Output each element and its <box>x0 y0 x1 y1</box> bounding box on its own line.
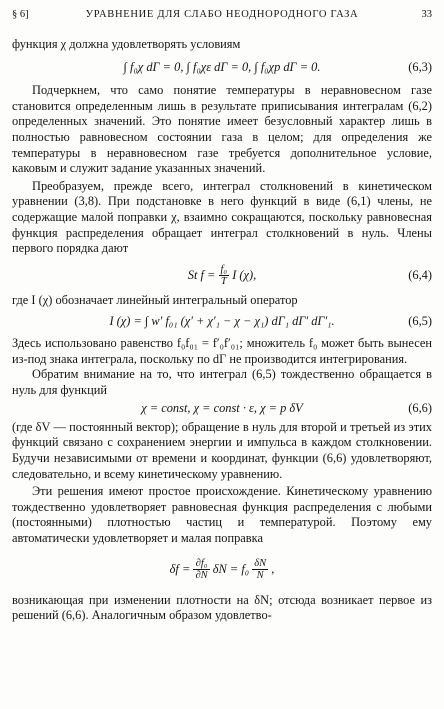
fraction <box>193 558 209 581</box>
paragraph: Подчеркнем, что само понятие температуры в неравновесном газе становится определенным лишь в результате приписывания интегралам (6,2) определенных значений. Это понятие имеет безусловный характер лишь в полностью равновесном состоянии газа в целом; для определения же температуры в неравновесном газе требуется дополнительное условие, каковым и служит задание указанных значений. <box>12 83 432 176</box>
denominator: T <box>220 276 227 288</box>
running-title: УРАВНЕНИЕ ДЛЯ СЛАБО НЕОДНОРОДНОГО ГАЗА <box>85 9 359 20</box>
equation-number: (6,6) <box>408 401 432 416</box>
equation-end: , <box>271 561 275 576</box>
equation-number: (6,4) <box>408 267 432 282</box>
equation-delta-f <box>12 555 432 583</box>
equation-middle: δN = f₀ <box>212 561 250 576</box>
paragraph: (где δV — постоянный вектор); обращение в нуль для второй и третьей из этих функций связано с сохранением энергии и импульса в каждом столкновении. Будучи независимыми от времени и координат, функции (6,6) удовлетворяют, следовательно, и всему кинетическому уравнению. <box>12 419 432 481</box>
page-body <box>12 37 432 624</box>
paragraph: Преобразуем, прежде всего, интеграл столкновений в кинетическом уравнении (3,8). При подстановке в него функций в виде (6,1) члены, не содержащие малой поправки χ, взаимно сокращаются, поскольку равновесная функция распределения обращает интеграл столкновений в нуль. Члены первого порядка дают <box>12 178 432 256</box>
equation-rhs: I (χ), <box>232 267 257 282</box>
equation-number: (6,5) <box>408 314 432 329</box>
denominator: N <box>256 570 264 582</box>
numerator: f₀ <box>220 264 228 276</box>
numerator: ∂f₀ <box>193 558 209 570</box>
equation-formula: χ = const, χ = const · ε, χ = p δV <box>141 401 303 416</box>
page-number: 33 <box>421 9 432 20</box>
equation-lhs: St f = <box>187 267 216 282</box>
paragraph: Здесь использовано равенство f₀f₀₁ = f′₀f′₀₁; множитель f₀ может быть вынесен из-под знака интеграла, поскольку по dΓ не производится интегрирования. <box>12 335 432 366</box>
numerator: δN <box>254 558 267 570</box>
equation-formula: ∫ f₀χ dΓ = 0, ∫ f₀χε dΓ = 0, ∫ f₀χp dΓ = 0. <box>123 59 321 74</box>
fraction <box>252 558 268 581</box>
running-header <box>12 9 432 25</box>
equation-number: (6,3) <box>408 59 432 74</box>
section-marker: § 6] <box>12 9 29 20</box>
paragraph: Эти решения имеют простое происхождение. Кинетическому уравнению тождественно удовлетворяет равновесная функция распределения с любыми (постоянными) плотностью частиц и температурой. Поэтому ему автоматически удовлетворяет и малая поправка <box>12 484 432 546</box>
equation-formula: I (χ) = ∫ w′ f₀₁ (χ′ + χ′₁ − χ − χ₁) dΓ₁ dΓ′ dΓ′₁. <box>109 314 335 329</box>
paragraph: Обратим внимание на то, что интеграл (6,5) тождественно обращается в нуль для функций <box>12 367 432 397</box>
paragraph: возникающая при изменении плотности на δN; отсюда возникает первое из решений (6,6). Аналогичным образом удовлетво- <box>12 592 432 623</box>
denominator: ∂N <box>195 570 208 582</box>
equation-lhs: δf = <box>169 561 191 576</box>
equation-6-5 <box>12 314 432 330</box>
paragraph: где I (χ) обозначает линейный интегральный оператор <box>12 292 298 307</box>
fraction <box>219 264 230 287</box>
paragraph: функция χ должна удовлетворять условиям <box>12 37 241 51</box>
equation-6-3 <box>12 60 432 76</box>
equation-6-4 <box>12 263 432 287</box>
equation-6-6 <box>12 401 432 417</box>
